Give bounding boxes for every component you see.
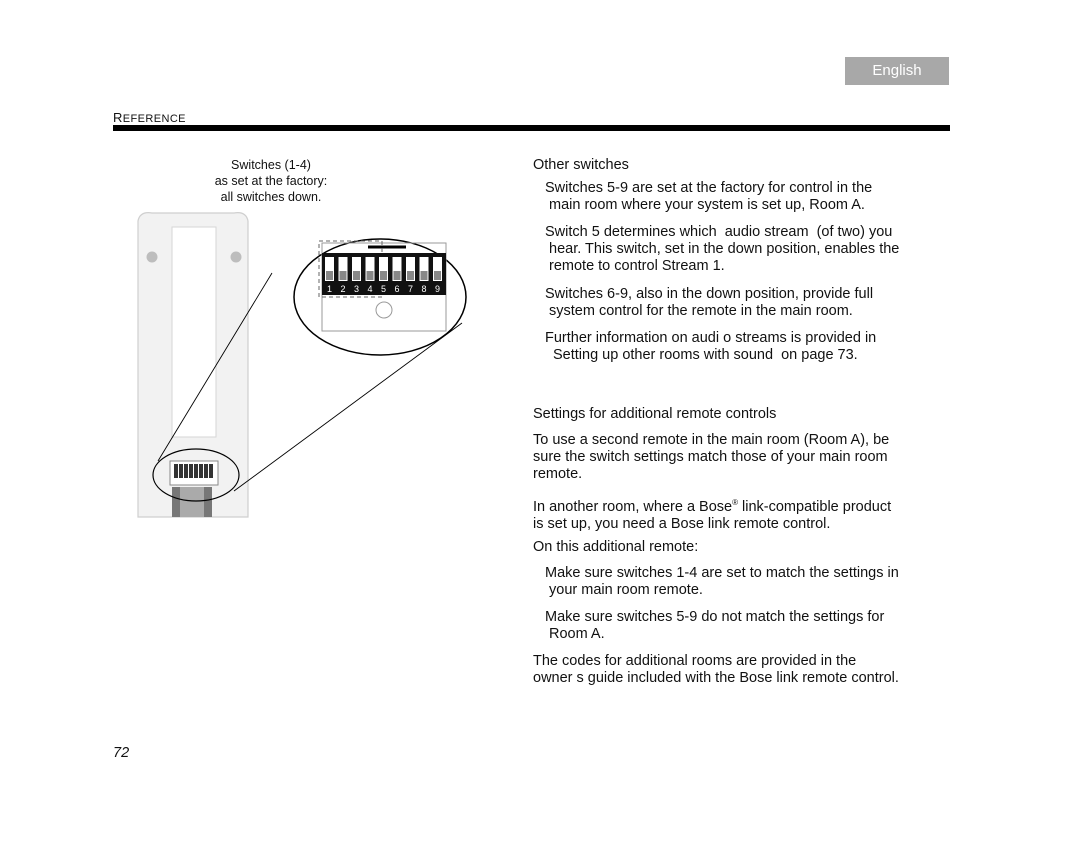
dip-switch-number-8: 8: [421, 284, 427, 294]
additional-remotes-bullet-2: Make sure switches 5-9 do not match the settings for Room A.: [545, 609, 885, 642]
dip-switch-knob-9: [434, 271, 441, 280]
dip-switch-number-7: 7: [407, 284, 414, 294]
section-label: [113, 110, 186, 125]
other-switches-bullet-3: Switches 6-9, also in the down position, provide full system control for the remote in the main room.: [545, 286, 874, 319]
dip-switch-number-2: 2: [340, 284, 346, 294]
dip-switch-number-4: 4: [367, 284, 373, 294]
dip-switch-knob-6: [394, 271, 401, 280]
dip-switch-knob-5: [380, 271, 387, 280]
header-rule: [113, 125, 950, 131]
section-label-rest: EFERENCE: [122, 113, 186, 125]
remote-switch-illustration: [130, 205, 470, 525]
figure-caption: [196, 157, 346, 205]
additional-remotes-paragraph-3: On this additional remote:: [533, 539, 699, 555]
caption-line-1: Switches (1-4): [231, 158, 311, 172]
other-switches-bullet-1: Switches 5-9 are set at the factory for control in the main room where your system is set up, Room A.: [545, 180, 873, 213]
dip-switch-knob-4: [367, 271, 374, 280]
dip-switch-knob-3: [353, 271, 360, 280]
dip-switches: [325, 257, 442, 294]
dip-switch-knob-7: [407, 271, 414, 280]
dip-switch-number-1: 1: [326, 284, 333, 294]
dip-switch-number-5: 5: [380, 284, 387, 294]
dip-switch-number-9: 9: [434, 284, 441, 294]
additional-remotes-paragraph-4: The codes for additional rooms are provided in the owner s guide included with the Bose link remote control.: [533, 653, 899, 686]
dip-switch-number-3: 3: [353, 284, 360, 294]
additional-remotes-paragraph-2: In another room, where a Bose® link-compatible product is set up, you need a Bose link remote control.: [533, 498, 892, 532]
dip-switch-knob-8: [421, 271, 428, 280]
dip-switch-knob-1: [326, 271, 333, 280]
dip-switch-knob-2: [340, 271, 347, 280]
remote-panel: [172, 227, 216, 437]
caption-line-2: as set at the factory:: [214, 174, 328, 188]
other-switches-bullet-2: Switch 5 determines which audio stream (of two) you hear. This switch, set in the down position, enables the remote to control Stream 1.: [545, 224, 900, 274]
other-switches-bullet-4: Further information on audi o streams is provided in Setting up other rooms with sound on page 73.: [545, 330, 877, 363]
section-label-initial: R: [113, 110, 123, 125]
additional-remotes-paragraph-1: To use a second remote in the main room (Room A), be sure the switch settings match those of your main room remote.: [533, 432, 890, 482]
language-tab[interactable]: English: [845, 57, 949, 85]
remote-button-left: [147, 252, 158, 263]
caption-line-3: all switches down.: [220, 190, 322, 204]
additional-remotes-bullet-1: Make sure switches 1-4 are set to match the settings in your main room remote.: [545, 565, 899, 598]
other-switches-heading: Other switches: [533, 157, 629, 173]
remote-button-right: [231, 252, 242, 263]
page-number: 72: [113, 745, 130, 761]
dip-switch-number-6: 6: [394, 284, 400, 294]
additional-remotes-heading: Settings for additional remote controls: [533, 406, 777, 422]
